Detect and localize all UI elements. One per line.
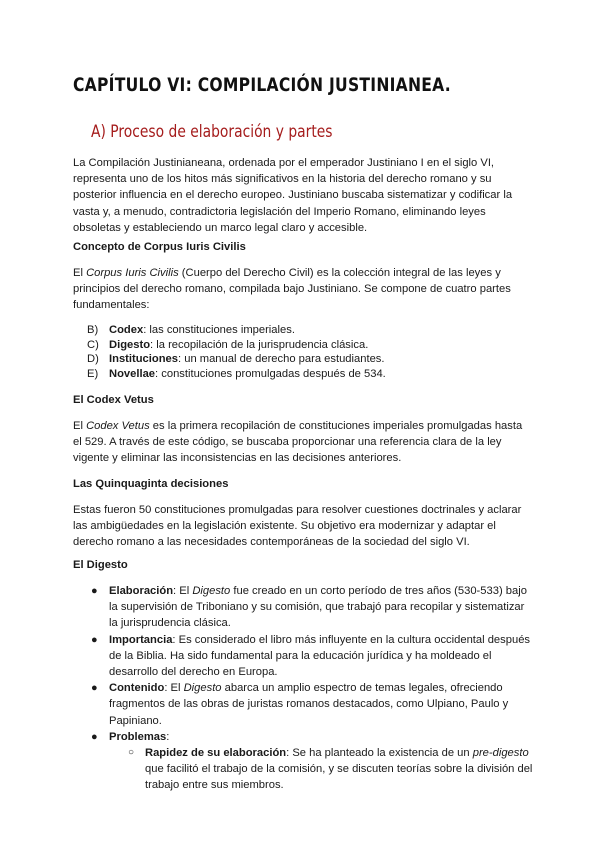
item-emphasis: Digesto bbox=[183, 682, 222, 695]
circle-bullet-icon: ○ bbox=[128, 747, 135, 759]
corpus-paragraph bbox=[73, 265, 533, 314]
codex-paragraph bbox=[73, 418, 533, 467]
list-item bbox=[73, 323, 386, 338]
bullet-icon: ● bbox=[91, 633, 98, 646]
item-term: Importancia bbox=[109, 633, 173, 646]
list-item bbox=[73, 583, 533, 632]
corpus-parts-list bbox=[73, 323, 386, 381]
corpus-pre: El bbox=[73, 267, 87, 279]
codex-term: Codex Vetus bbox=[86, 420, 150, 432]
list-marker: C) bbox=[87, 338, 99, 351]
digesto-heading: El Digesto bbox=[73, 559, 128, 571]
intro-paragraph bbox=[73, 155, 533, 236]
list-item bbox=[73, 352, 386, 367]
codex-pre: El bbox=[73, 420, 87, 432]
part-term: Instituciones bbox=[109, 353, 178, 366]
part-desc: : las constituciones imperiales. bbox=[143, 324, 295, 336]
corpus-post: (Cuerpo del Derecho Civil) es la colección integral de las leyes y principios del derecho romano, compilada bajo Justiniano. Se compone de cuatro partes fundamentales: bbox=[73, 267, 511, 312]
list-item bbox=[109, 745, 533, 794]
list-item bbox=[73, 680, 533, 729]
item-term: Contenido bbox=[109, 682, 165, 695]
list-item bbox=[73, 729, 533, 794]
codex-heading: El Codex Vetus bbox=[73, 394, 154, 406]
bullet-icon: ● bbox=[91, 585, 98, 597]
item-text-rest: fue creado en un corto período de tres años (530-533) bajo la supervisión de Triboniano y su comisión, que trabajó para recopilar y sistematizar la jurisprudencia clásica. bbox=[109, 585, 527, 630]
section-title: A) Proceso de elaboración y partes bbox=[91, 122, 333, 141]
part-term: Novellae bbox=[109, 367, 156, 380]
corpus-heading: Concepto de Corpus Iuris Civilis bbox=[73, 241, 246, 253]
list-marker: B) bbox=[87, 324, 99, 336]
item-text: : bbox=[166, 730, 170, 743]
chapter-title: CAPÍTULO VI: COMPILACIÓN JUSTINIANEA. bbox=[73, 74, 451, 96]
quinquaginta-heading: Las Quinquaginta decisiones bbox=[73, 478, 229, 490]
quinquaginta-text: Estas fueron 50 constituciones promulgadas para resolver cuestiones doctrinales y aclarar las ambigüedades en la legislación existente. Su objetivo era modernizar y adaptar el derecho romano a las necesidades contemporáneas de la sociedad del siglo VI. bbox=[73, 504, 522, 549]
item-text-rest: que facilitó el trabajo de la comisión, y se discuten teorías sobre la división del trabajo entre sus miembros. bbox=[145, 763, 533, 792]
item-term: Problemas bbox=[109, 730, 167, 743]
item-text: : Es considerado el libro más influyente en la cultura occidental después de la Biblia. Ha sido fundamental para la educación jurídica y ha moldeado el desarrollo del derecho en Europa. bbox=[109, 633, 531, 679]
item-text-rest: abarca un amplio espectro de temas legales, ofreciendo fragmentos de las obras de juristas romanos destacados, como Ulpiano, Paulo y Papiniano. bbox=[109, 682, 509, 727]
list-item bbox=[73, 338, 386, 353]
item-text: : Se ha planteado la existencia de un bbox=[286, 747, 473, 760]
digesto-list bbox=[73, 583, 533, 794]
item-term: Elaboración bbox=[109, 585, 174, 597]
list-marker: D) bbox=[87, 353, 99, 366]
codex-post: es la primera recopilación de constituciones imperiales promulgadas hasta el 529. A través de este código, se buscaba proporcionar una referencia clara de la ley vigente y eliminar las inconsistencias en las decisiones anteriores. bbox=[73, 420, 523, 465]
intro-text: La Compilación Justinianeana, ordenada por el emperador Justiniano I en el siglo VI, representa uno de los hitos más significativos en la historia del derecho romano y su posterior influencia en el derecho europeo. Justiniano buscaba sistematizar y codificar la vasta y, a menudo, contradictoria legislación del Imperio Romano, eliminando leyes obsoletas y estableciendo un marco legal claro y accesible. bbox=[73, 157, 513, 234]
part-desc: : la recopilación de la jurisprudencia clásica. bbox=[150, 338, 369, 351]
list-item bbox=[73, 367, 386, 382]
item-emphasis: Digesto bbox=[192, 585, 231, 597]
item-emphasis: pre-digesto bbox=[472, 747, 529, 760]
list-item bbox=[73, 632, 533, 681]
item-text: : El bbox=[173, 585, 193, 597]
quinquaginta-paragraph bbox=[73, 502, 533, 551]
part-term: Codex bbox=[109, 324, 144, 336]
part-desc: : un manual de derecho para estudiantes. bbox=[178, 353, 385, 366]
corpus-term: Corpus Iuris Civilis bbox=[86, 267, 179, 279]
item-text: : El bbox=[164, 682, 184, 695]
problems-sublist bbox=[109, 745, 533, 794]
item-term: Rapidez de su elaboración bbox=[145, 747, 287, 760]
part-desc: : constituciones promulgadas después de 534. bbox=[155, 367, 386, 380]
part-term: Digesto bbox=[109, 338, 151, 351]
list-marker: E) bbox=[87, 367, 99, 380]
bullet-icon: ● bbox=[91, 730, 98, 743]
bullet-icon: ● bbox=[91, 682, 98, 695]
